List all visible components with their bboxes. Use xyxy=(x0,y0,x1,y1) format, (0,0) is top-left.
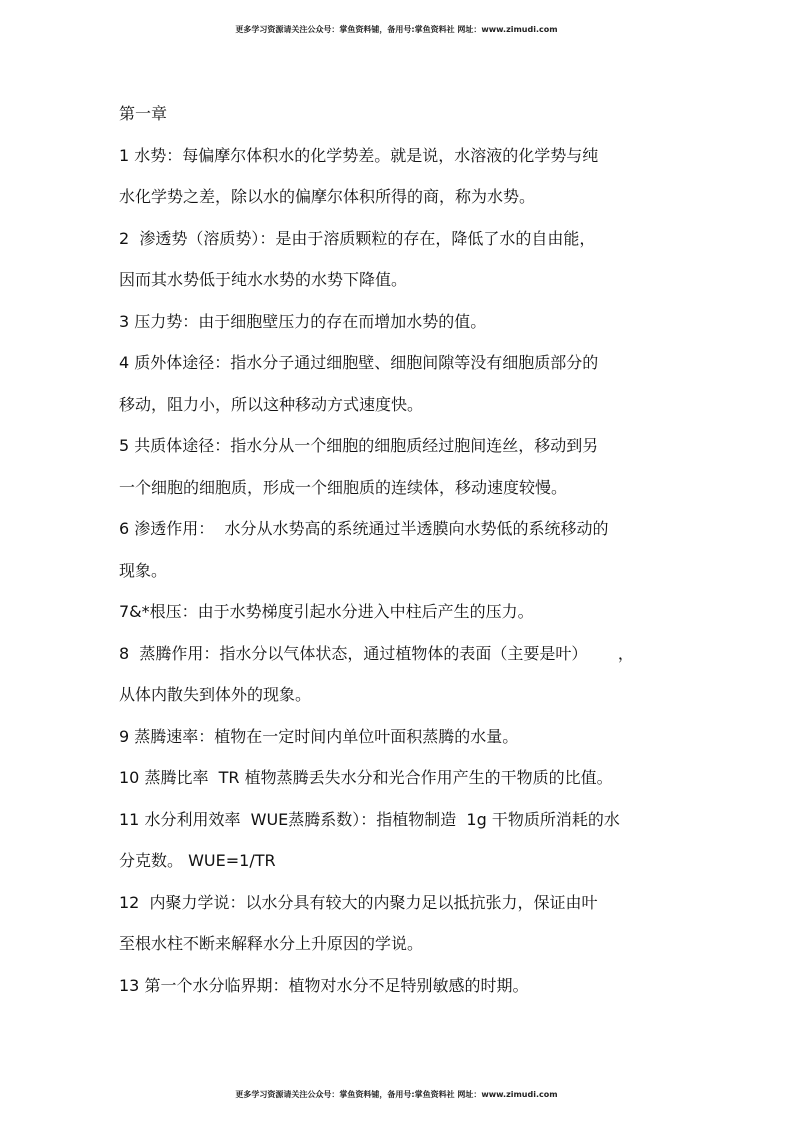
text-line: 10 蒸腾比率 TR 植物蒸腾丢失水分和光合作用产生的干物质的比值。 xyxy=(119,768,613,787)
text-line: 7&*根压：由于水势梯度引起水分进入中柱后产生的压力。 xyxy=(119,602,534,621)
text-line: 8 蒸腾作用：指水分以气体状态，通过植物体的表面（主要是叶） ， xyxy=(119,643,634,663)
text-line: 水化学势之差，除以水的偏摩尔体积所得的商，称为水势。 xyxy=(119,187,536,206)
text-line: 11 水分利用效率 WUE蒸腾系数）：指植物制造 1g 干物质所消耗的水 xyxy=(119,809,620,829)
text-line: 分克数。 WUE=1/TR xyxy=(119,851,276,870)
text-line: 4 质外体途径：指水分子通过细胞壁、细胞间隙等没有细胞质部分的 xyxy=(119,353,599,372)
text-line: 从体内散失到体外的现象。 xyxy=(119,685,312,704)
text-line: 至根水柱不断来解释水分上升原因的学说。 xyxy=(119,934,424,953)
page-header: 更多学习资源请关注公众号：掌鱼资料铺，备用号:掌鱼资料社 网址：www.zimudi.com xyxy=(235,25,558,34)
text-line: 6 渗透作用： 水分从水势高的系统通过半透膜向水势低的系统移动的 xyxy=(119,519,609,538)
text-line: 移动，阻力小，所以这种移动方式速度快。 xyxy=(119,394,424,414)
document-body xyxy=(119,104,679,1017)
text-line: 因而其水势低于纯水水势的水势下降值。 xyxy=(119,270,408,289)
text-line: 5 共质体途径：指水分从一个细胞的细胞质经过胞间连丝，移动到另 xyxy=(119,436,599,455)
text-line: 2 渗透势（溶质势）：是由于溶质颗粒的存在，降低了水的自由能， xyxy=(119,228,596,248)
text-line: 一个细胞的细胞质，形成一个细胞质的连续体，移动速度较慢。 xyxy=(119,477,568,497)
text-line: 9 蒸腾速率：植物在一定时间内单位叶面积蒸腾的水量。 xyxy=(119,726,519,746)
text-line: 1 水势：每偏摩尔体积水的化学势差。就是说，水溶液的化学势与纯 xyxy=(119,145,599,165)
text-line: 12 内聚力学说：以水分具有较大的内聚力足以抵抗张力，保证由叶 xyxy=(119,892,598,912)
text-line: 3 压力势：由于细胞壁压力的存在而增加水势的值。 xyxy=(119,311,487,331)
page-footer: 更多学习资源请关注公众号：掌鱼资料铺，备用号:掌鱼资料社 网址：www.zimudi.com xyxy=(235,1090,558,1099)
text-line: 13 第一个水分临界期：植物对水分不足特别敏感的时期。 xyxy=(119,975,529,995)
text-line: 现象。 xyxy=(119,560,168,580)
chapter-title: 第一章 xyxy=(119,104,168,123)
